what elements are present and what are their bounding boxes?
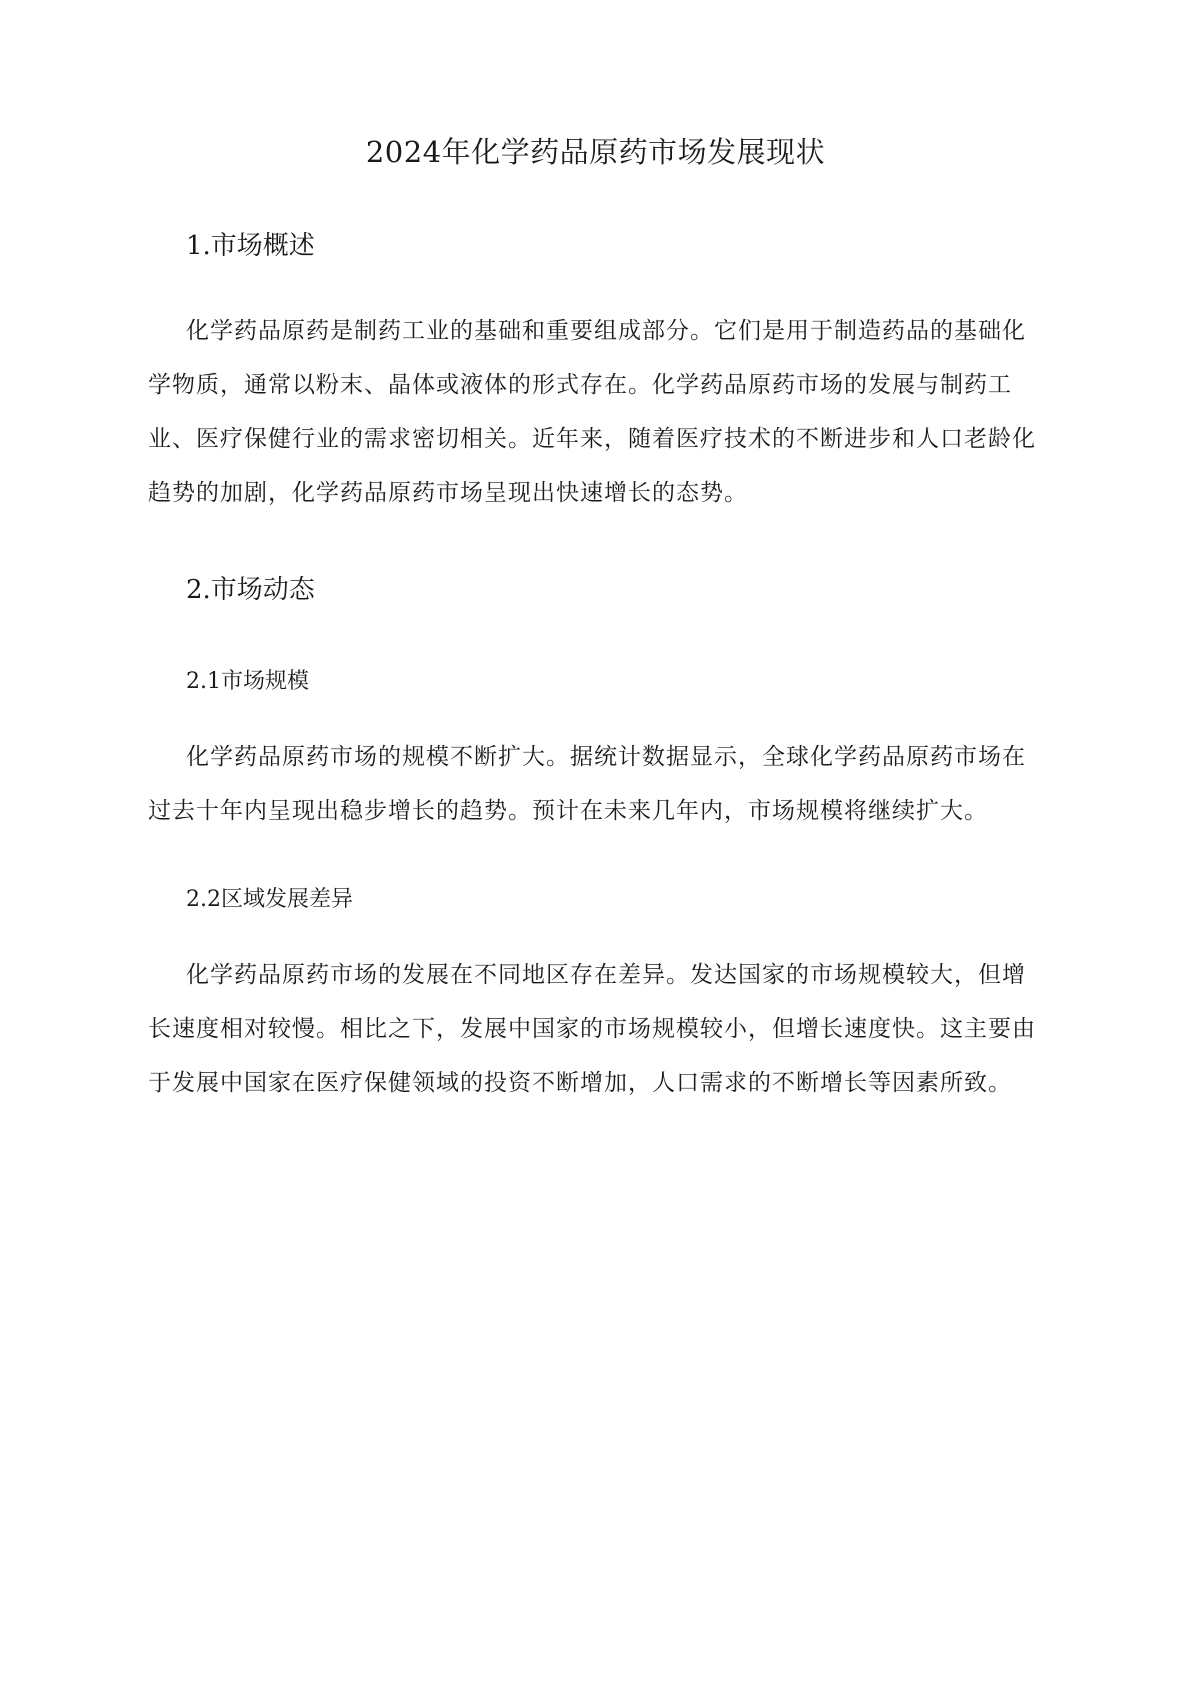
subsection-heading-regional-differences: 2.2区域发展差异: [186, 887, 353, 912]
paragraph-market-overview: 化学药品原药是制药工业的基础和重要组成部分。它们是用于制造药品的基础化学物质，通常以粉末、晶体或液体的形式存在。化学药品原药市场的发展与制药工业、医疗保健行业的需求密切相关。近年来，随着医疗技术的不断进步和人口老龄化趋势的加剧，化学药品原药市场呈现出快速增长的态势。: [148, 318, 1036, 506]
paragraph-regional-differences: 化学药品原药市场的发展在不同地区存在差异。发达国家的市场规模较大，但增长速度相对较慢。相比之下，发展中国家的市场规模较小，但增长速度快。这主要由于发展中国家在医疗保健领域的投资不断增加，人口需求的不断增长等因素所致。: [148, 962, 1036, 1096]
paragraph-market-size: 化学药品原药市场的规模不断扩大。据统计数据显示，全球化学药品原药市场在过去十年内呈现出稳步增长的趋势。预计在未来几年内，市场规模将继续扩大。: [148, 744, 1026, 824]
section-heading-market-dynamics: 2.市场动态: [186, 575, 315, 605]
subsection-heading-market-size: 2.1市场规模: [186, 669, 309, 694]
section-heading-market-overview: 1.市场概述: [186, 231, 315, 261]
document-title: 2024年化学药品原药市场发展现状: [365, 135, 826, 169]
